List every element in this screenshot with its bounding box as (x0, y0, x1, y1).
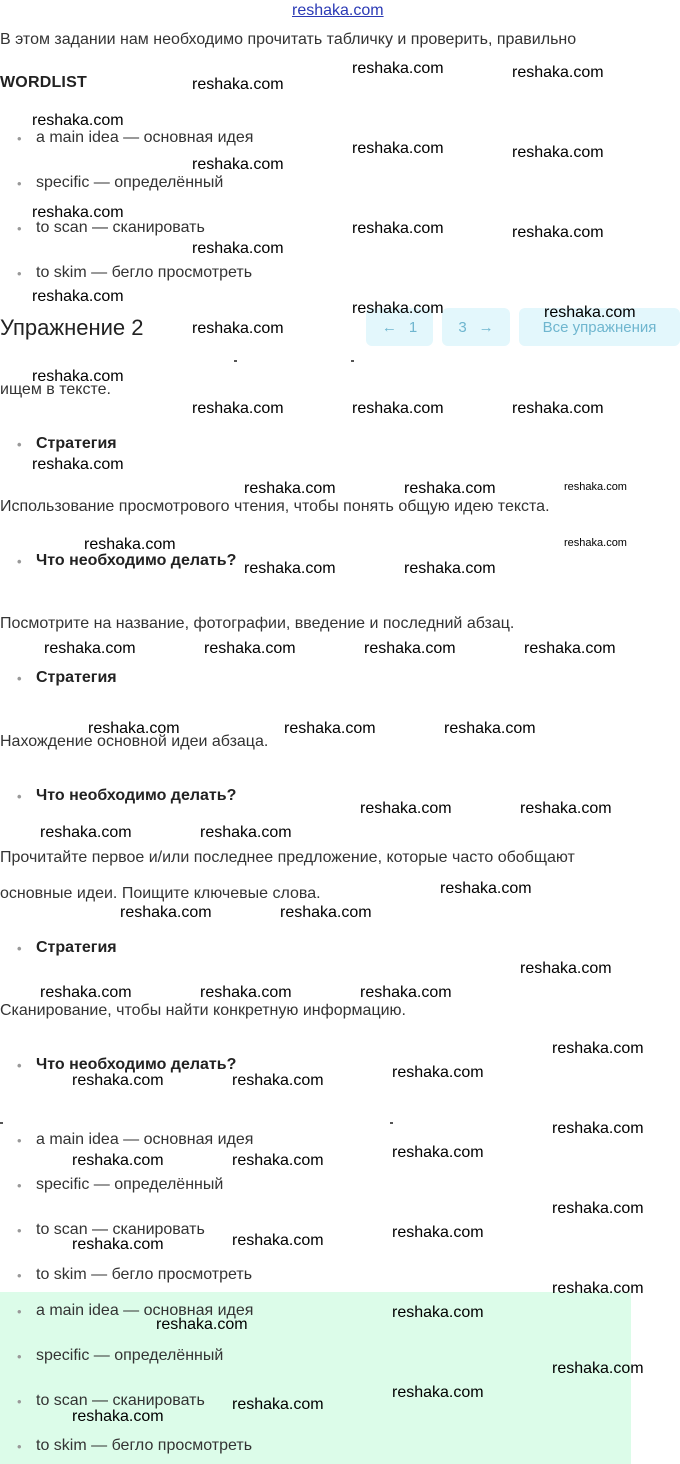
list-item: • to scan — сканировать (36, 1221, 205, 1239)
list-item: • to skim — бегло просмотреть (36, 1437, 252, 1455)
watermark: reshaka.com (72, 1408, 164, 1425)
cut-mark (0, 1122, 3, 1124)
prev-exercise-label: 1 (408, 318, 418, 336)
watermark: reshaka.com (404, 560, 496, 577)
arrow-left-icon: ← (381, 318, 397, 336)
watermark: reshaka.com (552, 1040, 644, 1057)
watermark: reshaka.com (364, 640, 456, 657)
watermark: reshaka.com (392, 1144, 484, 1161)
watermark: reshaka.com (352, 220, 444, 237)
watermark: reshaka.com (280, 904, 372, 921)
list-item: • a main idea — основная идея (36, 1302, 253, 1320)
next-exercise-button[interactable] (442, 308, 510, 346)
list-item: • to skim — бегло просмотреть (36, 264, 252, 282)
watermark: reshaka.com (44, 640, 136, 657)
watermark: reshaka.com (352, 140, 444, 157)
watermark: reshaka.com (544, 304, 636, 321)
watermark: reshaka.com (444, 720, 536, 737)
strategy-text: Использование просмотрового чтения, чтобы понять общую идею текста. (0, 498, 550, 515)
intro-text: В этом задании нам необходимо прочитать табличку и проверить, правильно (0, 31, 577, 48)
watermark: reshaka.com (352, 60, 444, 77)
list-item: • to skim — бегло просмотреть (36, 1266, 252, 1284)
watermark: reshaka.com (352, 300, 444, 317)
watermark: reshaka.com (200, 824, 292, 841)
list-item: • to scan — сканировать (36, 219, 205, 237)
watermark: reshaka.com (360, 984, 452, 1001)
watermark: reshaka.com (72, 1236, 164, 1253)
watermark: reshaka.com (520, 960, 612, 977)
watermark: reshaka.com (200, 984, 292, 1001)
watermark: reshaka.com (32, 368, 124, 385)
watermark: reshaka.com (84, 536, 176, 553)
arrow-right-icon: → (478, 318, 494, 336)
strategy-label: • Стратегия (36, 435, 117, 453)
watermark: reshaka.com (512, 64, 604, 81)
watermark: reshaka.com (192, 156, 284, 173)
todo-label: • Что необходимо делать? (36, 787, 236, 805)
watermark: reshaka.com (524, 640, 616, 657)
watermark: reshaka.com (552, 1360, 644, 1377)
wordlist-heading: WORDLIST (0, 74, 87, 91)
watermark: reshaka.com (564, 481, 627, 493)
watermark: reshaka.com (120, 904, 212, 921)
watermark: reshaka.com (552, 1280, 644, 1297)
cut-mark (351, 360, 354, 362)
strategy-label: • Стратегия (36, 939, 117, 957)
watermark: reshaka.com (284, 720, 376, 737)
watermark: reshaka.com (32, 456, 124, 473)
watermark: reshaka.com (32, 288, 124, 305)
watermark: reshaka.com (156, 1316, 248, 1333)
watermark: reshaka.com (392, 1384, 484, 1401)
watermark: reshaka.com (192, 76, 284, 93)
watermark: reshaka.com (232, 1232, 324, 1249)
strategy-text: Сканирование, чтобы найти конкретную информацию. (0, 1002, 406, 1019)
all-exercises-label: Все упражнения (542, 318, 657, 336)
watermark: reshaka.com (512, 224, 604, 241)
list-item: • specific — определённый (36, 1176, 223, 1194)
next-exercise-label: 3 (458, 318, 467, 336)
list-item: • to scan — сканировать (36, 1392, 205, 1410)
watermark: reshaka.com (392, 1224, 484, 1241)
todo-text: Прочитайте первое и/или последнее предложение, которые часто обобщают (0, 849, 575, 866)
todo-label: • Что необходимо делать? (36, 552, 236, 570)
watermark: reshaka.com (440, 880, 532, 897)
watermark: reshaka.com (552, 1120, 644, 1137)
watermark: reshaka.com (404, 480, 496, 497)
list-item: • a main idea — основная идея (36, 129, 253, 147)
cut-mark (390, 1122, 393, 1124)
watermark: reshaka.com (392, 1304, 484, 1321)
cut-mark (234, 360, 237, 362)
watermark: reshaka.com (352, 400, 444, 417)
watermark: reshaka.com (244, 560, 336, 577)
watermark: reshaka.com (244, 480, 336, 497)
watermark: reshaka.com (72, 1072, 164, 1089)
strategy-text: Нахождение основной идеи абзаца. (0, 733, 269, 750)
watermark: reshaka.com (192, 400, 284, 417)
watermark: reshaka.com (360, 800, 452, 817)
strategy-label: • Стратегия (36, 669, 117, 687)
watermark: reshaka.com (392, 1064, 484, 1081)
watermark: reshaka.com (88, 720, 180, 737)
watermark: reshaka.com (512, 144, 604, 161)
watermark: reshaka.com (520, 800, 612, 817)
watermark: reshaka.com (552, 1200, 644, 1217)
watermark: reshaka.com (40, 984, 132, 1001)
todo-label: • Что необходимо делать? (36, 1056, 236, 1074)
watermark: reshaka.com (32, 204, 124, 221)
watermark: reshaka.com (204, 640, 296, 657)
watermark: reshaka.com (32, 112, 124, 129)
list-item: • a main idea — основная идея (36, 1131, 253, 1149)
watermark: reshaka.com (232, 1152, 324, 1169)
watermark: reshaka.com (232, 1396, 324, 1413)
watermark: reshaka.com (192, 240, 284, 257)
list-item: • specific — определённый (36, 1347, 223, 1365)
watermark: reshaka.com (40, 824, 132, 841)
watermark: reshaka.com (512, 400, 604, 417)
site-link[interactable]: reshaka.com (292, 2, 384, 19)
watermark: reshaka.com (232, 1072, 324, 1089)
watermark: reshaka.com (72, 1152, 164, 1169)
watermark: reshaka.com (192, 320, 284, 337)
todo-text: основные идеи. Поищите ключевые слова. (0, 885, 321, 902)
todo-text: Посмотрите на название, фотографии, введение и последний абзац. (0, 615, 515, 632)
fragment-text: ищем в тексте. (0, 381, 111, 398)
exercise-title: Упражнение 2 (0, 315, 144, 340)
list-item: • specific — определённый (36, 174, 223, 192)
watermark: reshaka.com (564, 537, 627, 549)
